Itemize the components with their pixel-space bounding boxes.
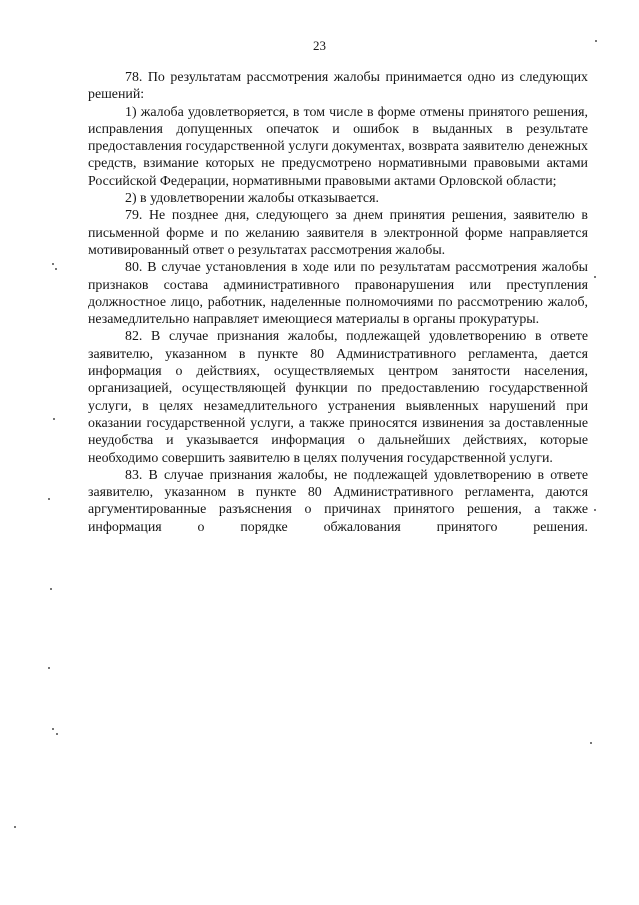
scan-speck [50, 588, 52, 590]
paragraph-78: 78. По результатам рассмотрения жалобы принимается одно из следующих решений: [88, 70, 588, 103]
scan-speck [52, 728, 54, 730]
scan-speck [55, 268, 57, 270]
paragraph-82: 82. В случае признания жалобы, подлежащей удовлетворению в ответе заявителю, указанном в пункте 80 Административного регламента, дается информация о действиях, осуществляемых центром занятости населения, организацией, осуществляющей функции по предоставлению государственной услуги, в целях незамедлительного устранения выявленных нарушений при оказании государственной услуги, а также приносятся извинения за доставленные неудобства и указывается информация о дальнейших действиях, которые необходимо совершить заявителю в целях получения государственной услуги. [88, 329, 588, 466]
scan-speck [48, 498, 50, 500]
scan-speck [595, 40, 597, 42]
paragraph-78-option-2: 2) в удовлетворении жалобы отказывается. [125, 191, 379, 207]
scan-speck [590, 742, 592, 744]
scan-speck [53, 418, 55, 420]
scan-speck [14, 826, 16, 828]
paragraph-79: 79. Не позднее дня, следующего за днем принятия решения, заявителю в письменной форме и по желанию заявителя в электронной форме направляется мотивированный ответ о результатах рассмотрения жалобы. [88, 208, 588, 258]
scan-speck [48, 667, 50, 669]
page-number: 23 [313, 38, 326, 53]
paragraph-80: 80. В случае установления в ходе или по результатам рассмотрения жалобы признаков состава административного правонарушения или преступления должностное лицо, работник, наделенные полномочиями по рассмотрению жалоб, незамедлительно направляет имеющиеся материалы в органы прокуратуры. [88, 260, 588, 328]
paragraph-78-option-1: 1) жалоба удовлетворяется, в том числе в форме отмены принятого решения, исправления допущенных опечаток и ошибок в выданных в результате предоставления государственной услуги документах, возврата заявителю денежных средств, взимание которых не предусмотрено нормативными правовыми актами Российской Федерации, нормативными правовыми актами Орловской области; [88, 104, 588, 189]
scan-speck [594, 509, 596, 511]
scan-speck [594, 276, 596, 278]
scan-speck [56, 733, 58, 735]
scan-speck [52, 263, 54, 265]
paragraph-83: 83. В случае признания жалобы, не подлежащей удовлетворению в ответе заявителю, указанном в пункте 80 Административного регламента, даются аргументированные разъяснения о причинах принятого решения, а также информация о порядке обжалования принятого решения. [88, 467, 588, 535]
document-body [88, 69, 588, 536]
